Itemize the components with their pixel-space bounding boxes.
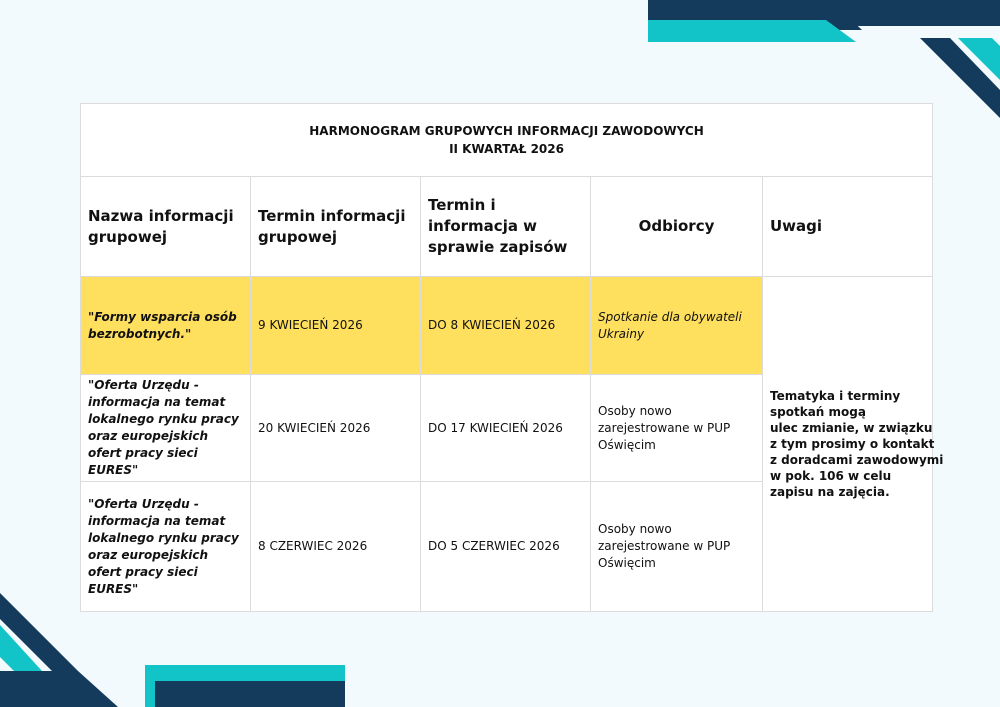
row-1-date: 9 KWIECIEŃ 2026 xyxy=(251,277,421,375)
row-2-registration: DO 17 KWIECIEŃ 2026 xyxy=(421,375,591,482)
row-2-name: "Oferta Urzędu - informacja na temat lokalnego rynku pracy oraz europejskich ofert pracy sieci EURES" xyxy=(81,375,251,482)
notes-line: Tematyka i terminy xyxy=(770,389,901,403)
row-3-date: 8 CZERWIEC 2026 xyxy=(251,482,421,612)
notes-line: z doradcami zawodowymi xyxy=(770,453,944,467)
notes-line: ulec zmianie, w związku xyxy=(770,421,933,435)
notes-line: w pok. 106 w celu xyxy=(770,469,892,483)
header-audience: Odbiorcy xyxy=(591,177,763,277)
header-row xyxy=(81,177,933,277)
row-3-audience: Osoby nowo zarejestrowane w PUP Oświęcim xyxy=(591,482,763,612)
table-title xyxy=(81,104,933,177)
row-2-date: 20 KWIECIEŃ 2026 xyxy=(251,375,421,482)
row-3-registration: DO 5 CZERWIEC 2026 xyxy=(421,482,591,612)
header-name: Nazwa informacji grupowej xyxy=(81,177,251,277)
header-registration: Termin i informacja w sprawie zapisów xyxy=(421,177,591,277)
table-row xyxy=(81,277,933,375)
title-line-1: HARMONOGRAM GRUPOWYCH INFORMACJI ZAWODOWYCH xyxy=(309,124,704,138)
row-1-name: "Formy wsparcia osób bezrobotnych." xyxy=(81,277,251,375)
schedule-table xyxy=(80,103,944,612)
row-1-registration: DO 8 KWIECIEŃ 2026 xyxy=(421,277,591,375)
notes-line: z tym prosimy o kontakt xyxy=(770,437,935,451)
title-line-2: II KWARTAŁ 2026 xyxy=(449,142,564,156)
notes-line: spotkań mogą xyxy=(770,405,866,419)
header-notes: Uwagi xyxy=(763,177,933,277)
row-2-audience: Osoby nowo zarejestrowane w PUP Oświęcim xyxy=(591,375,763,482)
row-1-audience: Spotkanie dla obywateli Ukrainy xyxy=(591,277,763,375)
notes-cell xyxy=(763,277,944,612)
row-3-name: "Oferta Urzędu - informacja na temat lokalnego rynku pracy oraz europejskich ofert pracy sieci EURES" xyxy=(81,482,251,612)
header-date: Termin informacji grupowej xyxy=(251,177,421,277)
notes-line: zapisu na zajęcia. xyxy=(770,485,890,499)
